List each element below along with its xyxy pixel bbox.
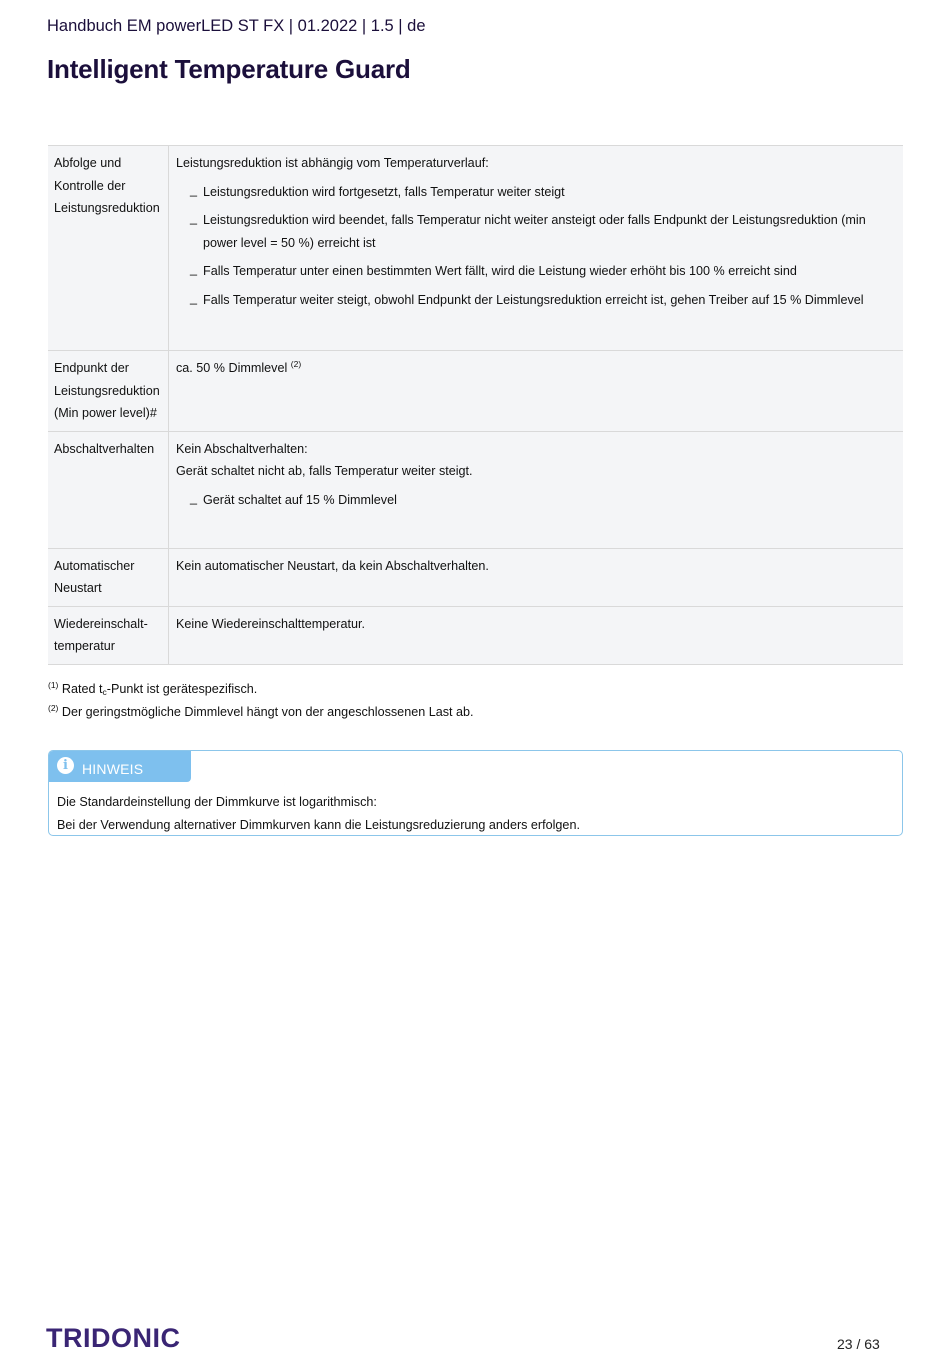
footnote-text-post: -Punkt ist gerätespezifisch.	[106, 682, 258, 696]
footnotes	[48, 678, 474, 723]
list-item: _ Falls Temperatur unter einen bestimmten Wert fällt, wird die Leistung wieder erhöht bis 100 % erreicht sind	[176, 260, 897, 283]
value-text: ca. 50 % Dimmlevel	[176, 361, 288, 375]
list-item: _ Falls Temperatur weiter steigt, obwohl Endpunkt der Leistungsreduktion erreicht ist, gehen Treiber auf 15 % Dimmlevel	[176, 289, 897, 312]
table-row	[48, 351, 903, 432]
list-item: _ Gerät schaltet auf 15 % Dimmlevel	[176, 489, 897, 512]
value-intro: Leistungsreduktion ist abhängig vom Temperaturverlauf:	[176, 156, 489, 170]
table-row	[48, 146, 903, 351]
info-icon: i	[57, 757, 74, 774]
tridonic-logo: TRIDONIC	[46, 1323, 181, 1353]
value-line: Gerät schaltet nicht ab, falls Temperatur weiter steigt.	[176, 464, 473, 478]
table-row	[48, 431, 903, 548]
footnote-mark: (1)	[48, 680, 59, 690]
row-value	[169, 431, 904, 548]
dash-list	[176, 181, 897, 312]
footnote-1	[48, 678, 474, 701]
page-number: 23 / 63	[837, 1336, 880, 1352]
list-item: _ Leistungsreduktion wird beendet, falls Temperatur nicht weiter ansteigt oder falls Endpunkt der Leistungsreduktion (min power level = 50 %) erreicht ist	[176, 209, 897, 254]
note-tab	[49, 751, 191, 782]
page-title: Intelligent Temperature Guard	[47, 54, 411, 84]
spec-table	[48, 145, 903, 665]
row-value	[169, 146, 904, 351]
table-row	[48, 548, 903, 606]
row-value: Kein automatischer Neustart, da kein Abschaltverhalten.	[169, 548, 904, 606]
note-line: Die Standardeinstellung der Dimmkurve ist logarithmisch:	[57, 795, 377, 809]
note-body	[57, 791, 580, 836]
footnote-text: Der geringstmögliche Dimmlevel hängt von der angeschlossenen Last ab.	[61, 704, 474, 719]
document-header: Handbuch EM powerLED ST FX | 01.2022 | 1.5 | de	[47, 17, 426, 35]
row-value	[169, 351, 904, 432]
dash-list	[176, 489, 897, 512]
table-row	[48, 606, 903, 664]
footnote-text-pre: Rated t	[61, 682, 103, 696]
footnote-subscript: c	[102, 687, 107, 697]
footnote-2	[48, 701, 474, 724]
footnote-ref: (2)	[290, 359, 302, 369]
row-label: Wiedereinschalt-temperatur	[48, 606, 169, 664]
list-item: _ Leistungsreduktion wird fortgesetzt, falls Temperatur weiter steigt	[176, 181, 897, 204]
row-label: Abschaltverhalten	[48, 431, 169, 548]
note-label: HINWEIS	[82, 761, 144, 777]
row-value: Keine Wiedereinschalttemperatur.	[169, 606, 904, 664]
note-box	[48, 750, 903, 836]
footnote-mark: (2)	[48, 702, 59, 713]
row-label: Abfolge und Kontrolle der Leistungsreduktion	[48, 146, 169, 351]
row-label: Endpunkt der Leistungsreduktion (Min power level)#	[48, 351, 169, 432]
note-line: Bei der Verwendung alternativer Dimmkurven kann die Leistungsreduzierung anders erfolgen.	[57, 817, 580, 832]
value-line: Kein Abschaltverhalten:	[176, 441, 308, 456]
row-label: Automatischer Neustart	[48, 548, 169, 606]
